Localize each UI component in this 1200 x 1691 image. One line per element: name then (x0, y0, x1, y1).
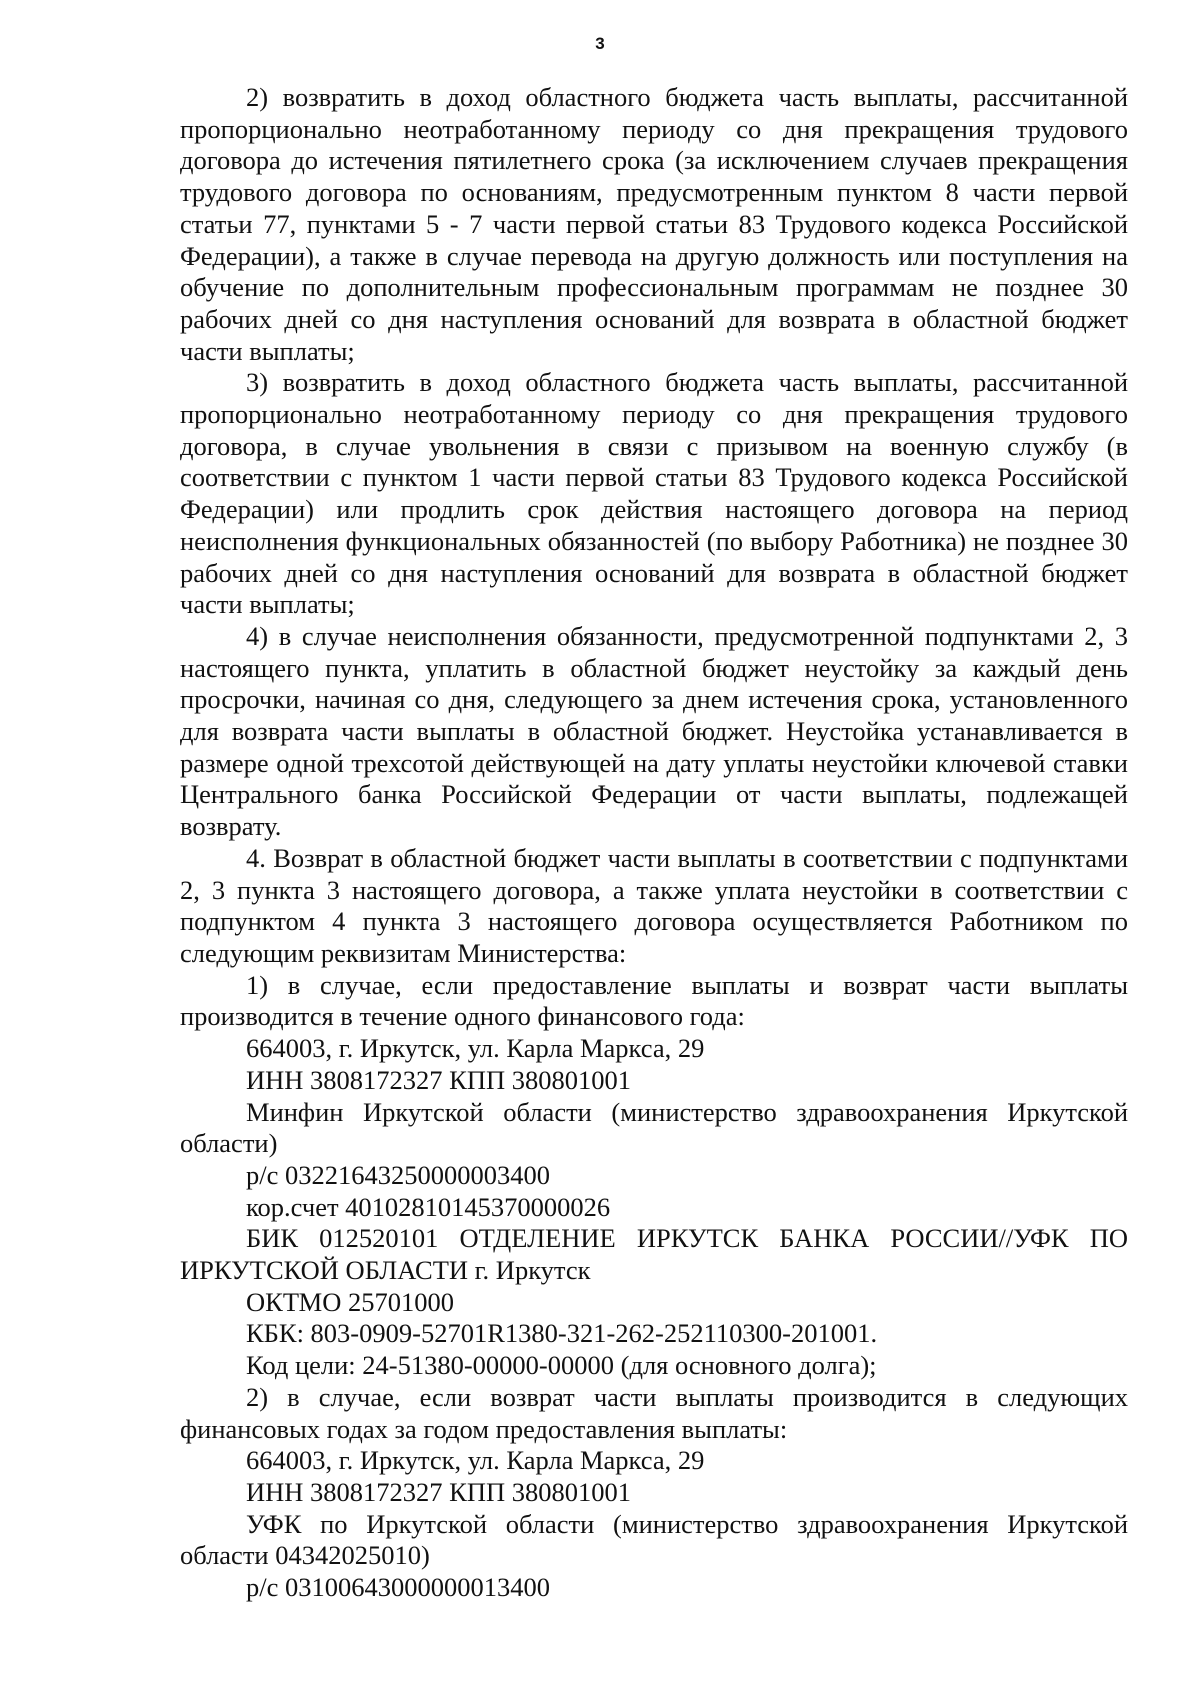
address-line: 664003, г. Иркутск, ул. Карла Маркса, 29 (246, 1033, 705, 1064)
paragraph-subitem-2-return: 2) возвратить в доход областного бюджета часть выплаты, рассчитанной пропорционально неотработанному периоду со дня прекращения трудового договора до истечения пятилетнего срока (за исключением случаев прекращения трудового договора по основаниям, предусмотренным пунктом 8 части первой статьи 77, пунктами 5 - 7 части первой статьи 83 Трудового кодекса Российской Федерации), а также в случае перевода на другую должность или поступления на обучение по дополнительным профессиональным программам не позднее 30 рабочих дней со дня наступления оснований для возврата в областной бюджет части выплаты; (180, 82, 1128, 366)
paragraph-case-2-following-years: 2) в случае, если возврат части выплаты производится в следующих финансовых годах за годом предоставления выплаты: (180, 1381, 1128, 1444)
bik-bank-line: БИК 012520101 ОТДЕЛЕНИЕ ИРКУТСК БАНКА РОССИИ//УФК ПО ИРКУТСКОЙ ОБЛАСТИ г. Иркутск (180, 1223, 1128, 1286)
page-number: 3 (595, 34, 605, 53)
recipient-line: Минфин Иркутской области (министерство здравоохранения Иркутской области) (180, 1096, 1128, 1159)
address-line-2: 664003, г. Иркутск, ул. Карла Маркса, 29 (246, 1445, 705, 1476)
paragraph-clause-4-return-details: 4. Возврат в областной бюджет части выплаты в соответствии с подпунктами 2, 3 пункта 3 настоящего договора, а также уплата неустойки в соответствии с подпунктом 4 пункта 3 настоящего договора осуществляется Работником по следующим реквизитам Министерства: (180, 842, 1128, 968)
inn-kpp-line: ИНН 3808172327 КПП 380801001 (246, 1064, 631, 1095)
oktmo-line: ОКТМО 25701000 (246, 1286, 454, 1317)
purpose-code-line: Код цели: 24-51380-00000-00000 (для основного долга); (246, 1350, 877, 1381)
account-line-2: р/с 03100643000000013400 (246, 1572, 550, 1603)
paragraph-subitem-3-return-military: 3) возвратить в доход областного бюджета часть выплаты, рассчитанной пропорционально неотработанному периоду со дня прекращения трудового договора, в случае увольнения в связи с призывом на военную службу (в соответствии с пунктом 1 части первой статьи 83 Трудового кодекса Российской Федерации) или продлить срок действия настоящего договора на период неисполнения функциональных обязанностей (по выбору Работника) не позднее 30 рабочих дней со дня наступления оснований для возврата в областной бюджет части выплаты; (180, 367, 1128, 620)
correspondent-account-line: кор.счет 40102810145370000026 (246, 1191, 611, 1222)
document-body (180, 82, 1128, 1604)
account-line: р/с 03221643250000003400 (246, 1159, 550, 1190)
inn-kpp-line-2: ИНН 3808172327 КПП 380801001 (246, 1476, 631, 1507)
kbk-line: КБК: 803-0909-52701R1380-321-262-252110300-201001. (246, 1318, 878, 1349)
paragraph-case-1-same-year: 1) в случае, если предоставление выплаты и возврат части выплаты производится в течение одного финансового года: (180, 969, 1128, 1032)
recipient-line-2: УФК по Иркутской области (министерство здравоохранения Иркутской области 04342025010) (180, 1508, 1128, 1571)
paragraph-subitem-4-penalty: 4) в случае неисполнения обязанности, предусмотренной подпунктами 2, 3 настоящего пункта, уплатить в областной бюджет неустойку за каждый день просрочки, начиная со дня, следующего за днем истечения срока, установленного для возврата части выплаты в областной бюджет. Неустойка устанавливается в размере одной трехсотой действующей на дату уплаты неустойки ключевой ставки Центрального банка Российской Федерации от части выплаты, подлежащей возврату. (180, 620, 1128, 842)
